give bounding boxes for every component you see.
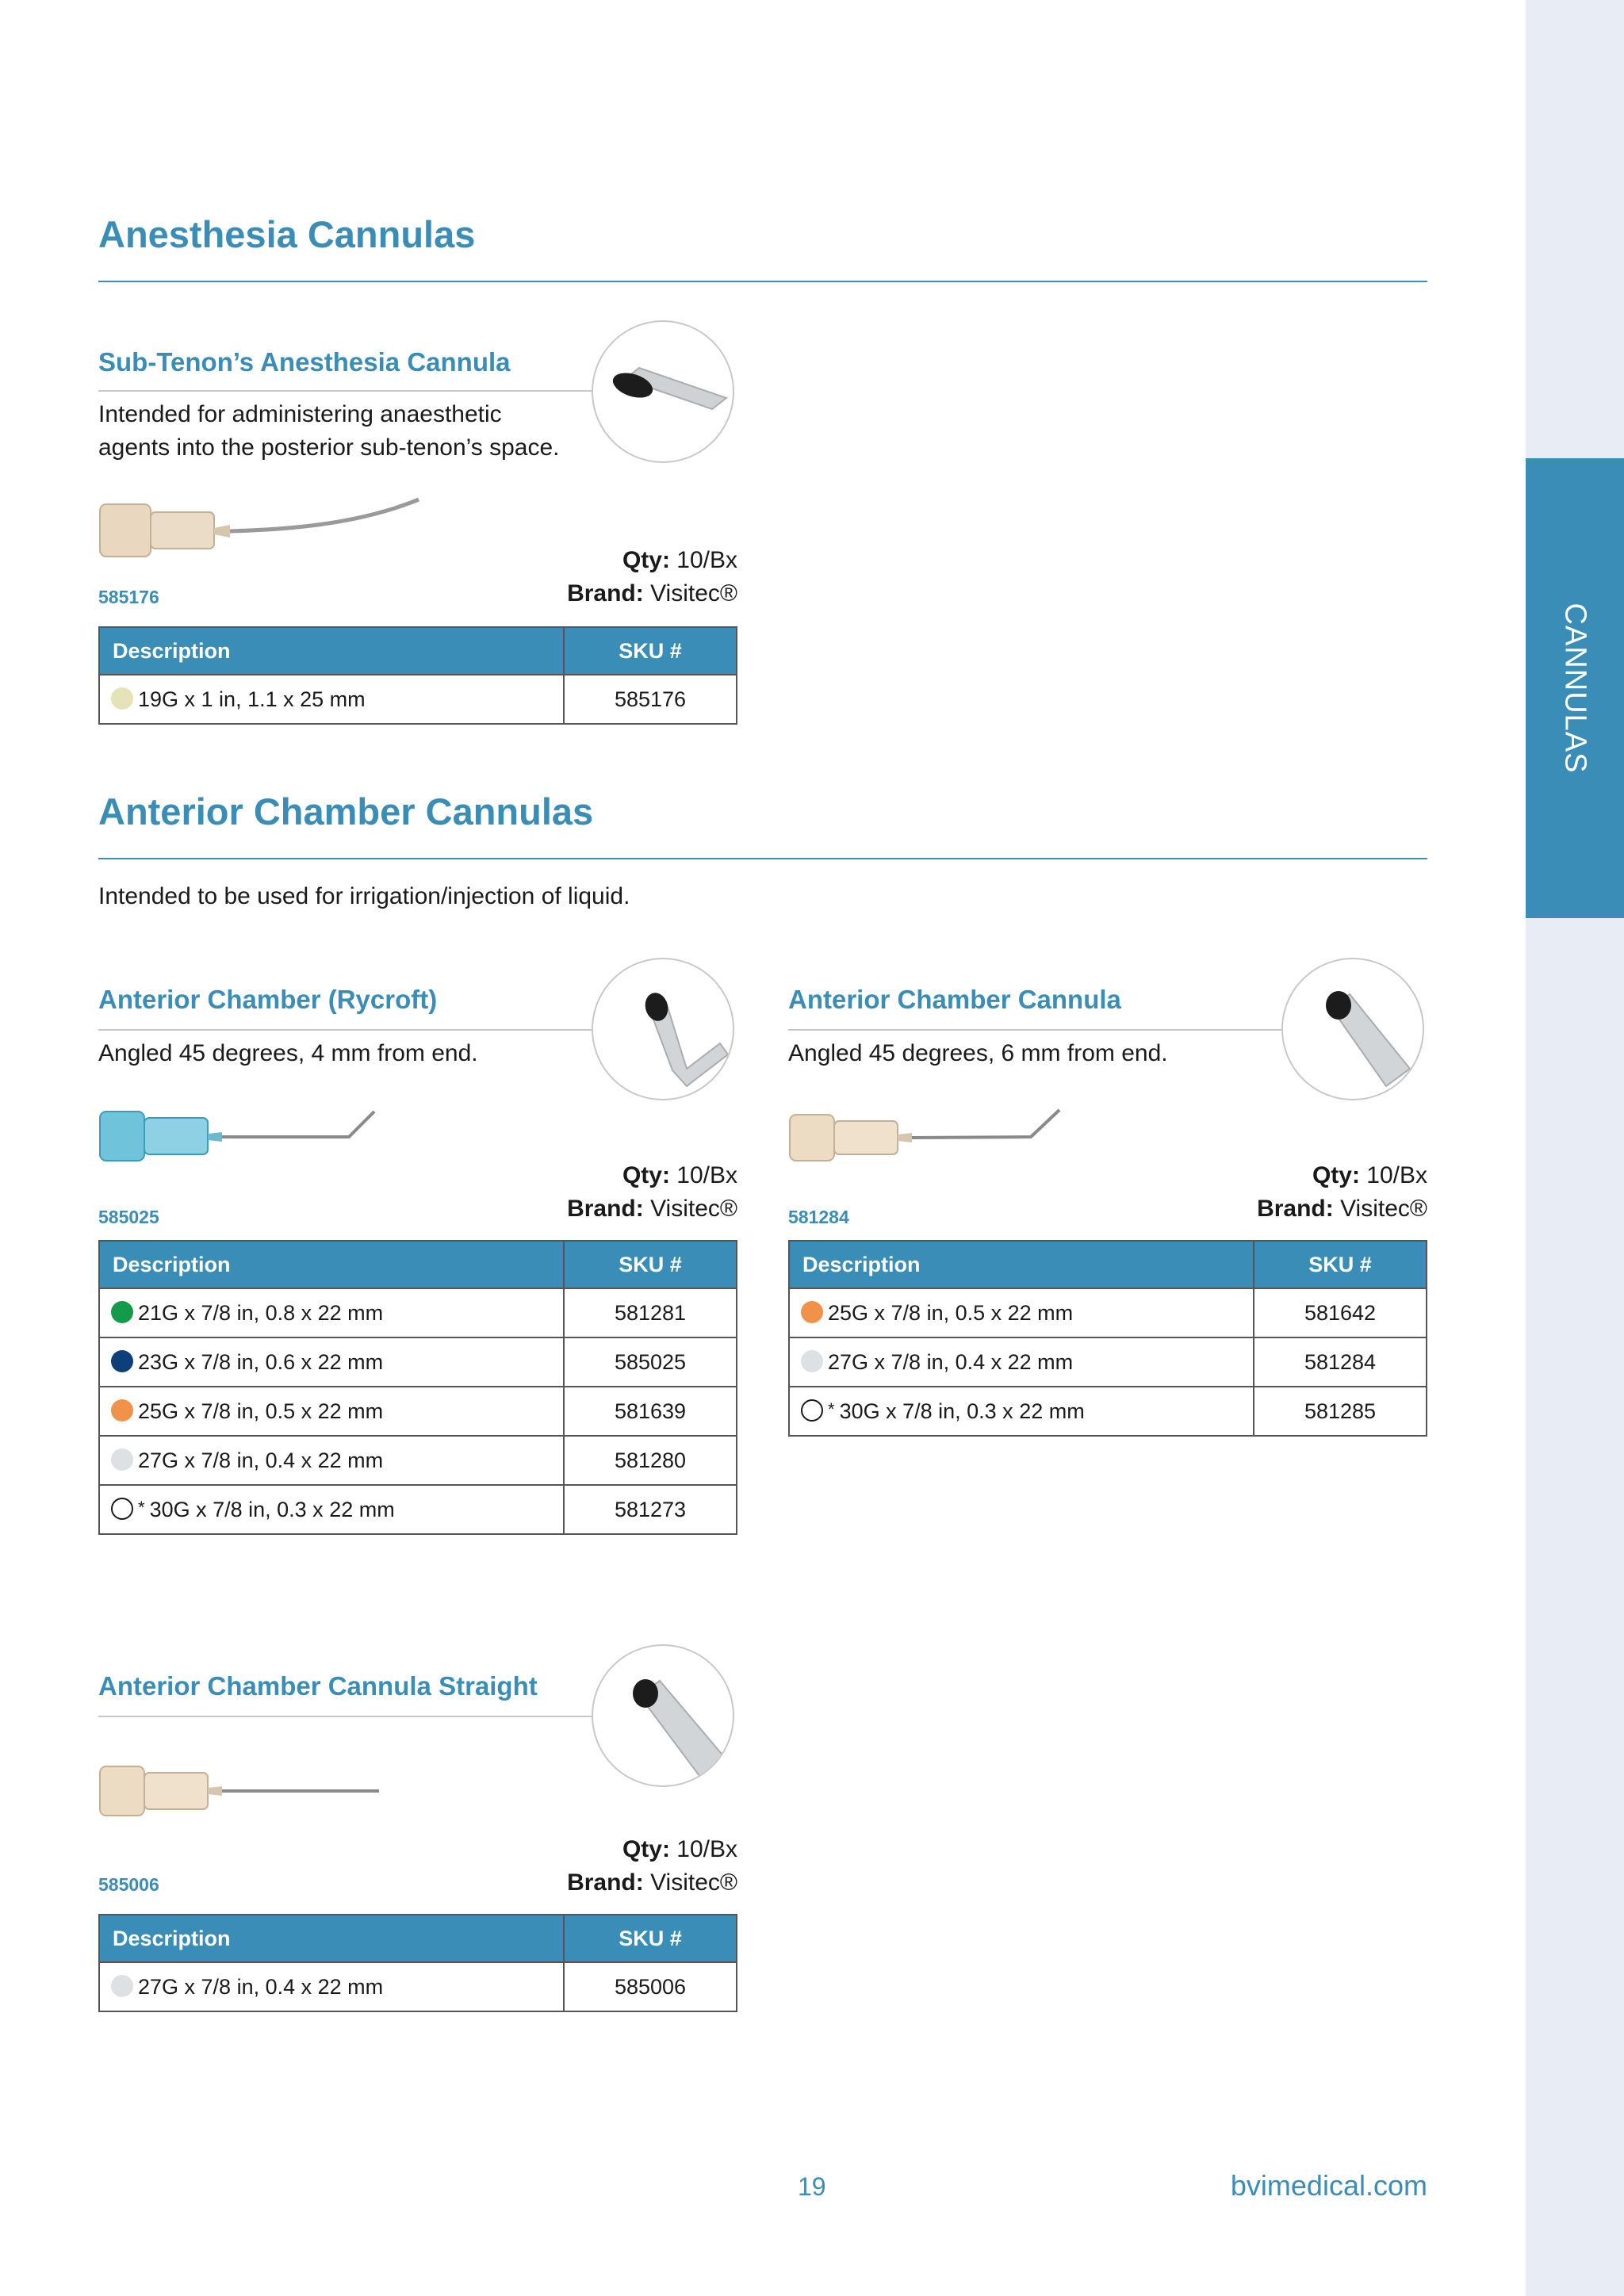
page-number: 19 [798, 2172, 826, 2201]
description-cell [99, 1387, 564, 1436]
description-text: 25G x 7/8 in, 0.5 x 22 mm [138, 1399, 384, 1423]
table-row [99, 1387, 737, 1436]
sku-cell: 581281 [564, 1288, 737, 1337]
description-cell [99, 1962, 564, 2011]
table-row [99, 1337, 737, 1387]
gauge-color-dot-icon [801, 1350, 823, 1372]
description-text: 27G x 7/8 in, 0.4 x 22 mm [138, 1974, 384, 1999]
image-sku-label: 585006 [98, 1874, 159, 1895]
cannula-image [95, 496, 428, 568]
sku-cell: 581285 [1254, 1387, 1427, 1436]
description-text: 27G x 7/8 in, 0.4 x 22 mm [138, 1448, 384, 1472]
column-header-sku: SKU # [1254, 1241, 1427, 1288]
column-header-description: Description [99, 1241, 564, 1288]
product-title: Anterior Chamber Cannula Straight [98, 1671, 538, 1701]
table-row [789, 1288, 1427, 1337]
footnote-asterisk: * [138, 1497, 145, 1517]
description-cell [99, 675, 564, 724]
image-sku-label: 585025 [98, 1207, 159, 1227]
cannula-image [95, 1760, 389, 1823]
gauge-color-dot-icon [111, 1301, 133, 1323]
table-row [99, 1485, 737, 1534]
qty-brand: Qty: 10/Bx Brand: Visitec® [567, 547, 737, 607]
sku-cell: 581284 [1254, 1337, 1427, 1387]
section-title-anesthesia: Anesthesia Cannulas [98, 213, 476, 255]
section-intro: Intended to be used for irrigation/injection of liquid. [98, 883, 630, 909]
product-table [788, 1240, 1427, 1437]
product-description: Intended for administering anaesthetic agents into the posterior sub-tenon’s space. [98, 401, 560, 461]
product-table [98, 1914, 737, 2012]
column-header-sku: SKU # [564, 1241, 737, 1288]
sku-cell: 585176 [564, 675, 737, 724]
description-cell [99, 1485, 564, 1534]
gauge-color-dot-icon [111, 687, 133, 710]
section-tab-cannulas[interactable] [1526, 458, 1624, 918]
description-cell [789, 1337, 1254, 1387]
description-text: 30G x 7/8 in, 0.3 x 22 mm [149, 1497, 395, 1521]
column-header-sku: SKU # [564, 627, 737, 675]
gauge-color-dot-icon [111, 1975, 133, 1997]
description-text: 25G x 7/8 in, 0.5 x 22 mm [828, 1300, 1074, 1325]
qty-brand: Qty: 10/Bx Brand: Visitec® [1257, 1162, 1427, 1222]
column-header-description: Description [99, 1915, 564, 1962]
sku-cell: 581639 [564, 1387, 737, 1436]
column-header-description: Description [789, 1241, 1254, 1288]
product-rule [98, 1029, 593, 1031]
product-rule [98, 1716, 593, 1717]
table-row [99, 1436, 737, 1485]
gauge-color-dot-icon [111, 1399, 133, 1422]
image-sku-label: 581284 [788, 1207, 849, 1227]
product-table [98, 1240, 737, 1535]
table-row [99, 1288, 737, 1337]
description-text: 30G x 7/8 in, 0.3 x 22 mm [839, 1399, 1085, 1423]
qty-brand: Qty: 10/Bx Brand: Visitec® [567, 1836, 737, 1896]
product-rule [98, 390, 593, 392]
tip-closeup-image [592, 1644, 734, 1787]
product-table [98, 626, 737, 725]
gauge-color-dot-icon [111, 1498, 133, 1520]
description-text: 27G x 7/8 in, 0.4 x 22 mm [828, 1349, 1074, 1374]
section-rule [98, 281, 1427, 282]
product-title: Anterior Chamber (Rycroft) [98, 985, 438, 1014]
cannula-image [785, 1107, 1071, 1170]
description-cell [99, 1337, 564, 1387]
sku-cell: 581280 [564, 1436, 737, 1485]
product-title: Anterior Chamber Cannula [788, 985, 1121, 1014]
gauge-color-dot-icon [801, 1301, 823, 1323]
description-cell [99, 1436, 564, 1485]
table-row [789, 1387, 1427, 1436]
product-title: Sub-Tenon’s Anesthesia Cannula [98, 347, 511, 377]
sku-cell: 581273 [564, 1485, 737, 1534]
section-tab-label: CANNULAS [1558, 603, 1592, 774]
column-header-sku: SKU # [564, 1915, 737, 1962]
section-title-anterior: Anterior Chamber Cannulas [98, 790, 594, 832]
cannula-image [95, 1107, 381, 1170]
sku-cell: 585006 [564, 1962, 737, 2011]
description-text: 19G x 1 in, 1.1 x 25 mm [138, 687, 366, 711]
table-row [99, 675, 737, 724]
table-row [789, 1337, 1427, 1387]
product-description: Angled 45 degrees, 4 mm from end. [98, 1040, 478, 1066]
sku-cell: 581642 [1254, 1288, 1427, 1337]
gauge-color-dot-icon [801, 1399, 823, 1422]
product-description: Angled 45 degrees, 6 mm from end. [788, 1040, 1168, 1066]
side-strip [1526, 0, 1624, 2296]
footnote-asterisk: * [828, 1399, 835, 1419]
gauge-color-dot-icon [111, 1448, 133, 1471]
description-cell [99, 1288, 564, 1337]
table-row [99, 1962, 737, 2011]
tip-closeup-image [1281, 958, 1424, 1100]
qty-brand: Qty: 10/Bx Brand: Visitec® [567, 1162, 737, 1222]
website-link[interactable]: bvimedical.com [1230, 2169, 1427, 2202]
description-text: 23G x 7/8 in, 0.6 x 22 mm [138, 1349, 384, 1374]
tip-closeup-image [592, 958, 734, 1100]
section-rule [98, 858, 1427, 859]
description-cell [789, 1288, 1254, 1337]
description-text: 21G x 7/8 in, 0.8 x 22 mm [138, 1300, 384, 1325]
gauge-color-dot-icon [111, 1350, 133, 1372]
column-header-description: Description [99, 627, 564, 675]
description-cell [789, 1387, 1254, 1436]
tip-closeup-image [592, 320, 734, 463]
image-sku-label: 585176 [98, 587, 159, 607]
product-rule [788, 1029, 1283, 1031]
sku-cell: 585025 [564, 1337, 737, 1387]
